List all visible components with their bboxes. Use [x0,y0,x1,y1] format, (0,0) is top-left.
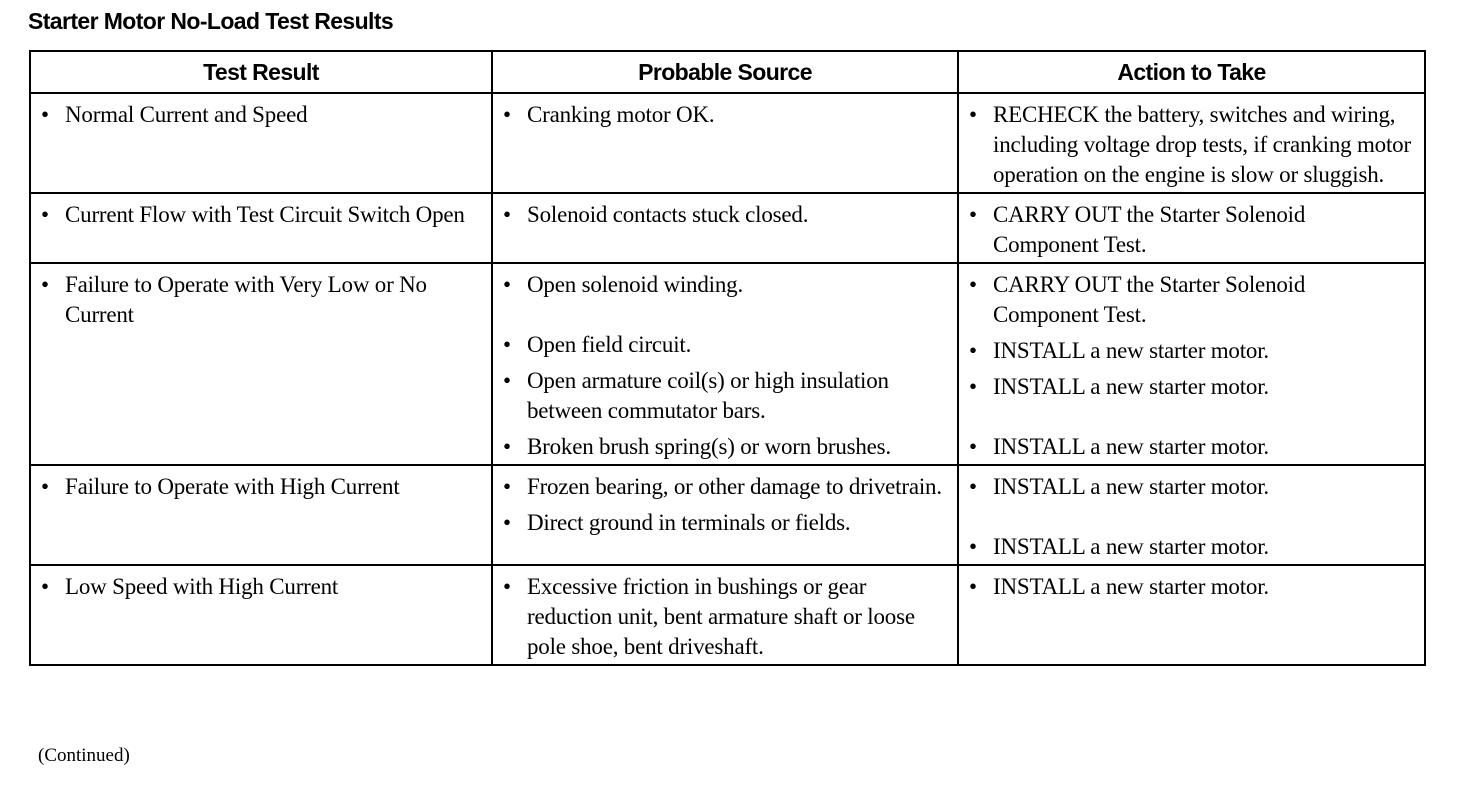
bullet-icon: • [969,374,977,399]
test-result-text: Failure to Operate with High Current [65,474,400,499]
test-results-table [29,50,1426,666]
table-row [30,263,1425,465]
bullet-icon: • [41,102,49,127]
bullet-icon: • [503,574,511,599]
bullet-icon: • [969,338,977,363]
bullet-icon: • [969,534,977,559]
action-text: CARRY OUT the Starter Solenoid Component Test. [993,202,1306,257]
table-header-row [30,51,1425,93]
bullet-icon: • [969,434,977,459]
bullet-icon: • [41,574,49,599]
table-row [30,93,1425,193]
table-row [30,465,1425,565]
test-result-text: Low Speed with High Current [65,574,339,599]
bullet-icon: • [503,272,511,297]
probable-source-text: Open solenoid winding. [527,272,743,297]
action-text: RECHECK the battery, switches and wiring, including voltage drop tests, if cranking motor operation on the engine is slow or sluggish. [993,102,1411,187]
test-result-cell [30,465,492,565]
test-result-cell [30,565,492,665]
probable-source-cell [492,193,958,263]
bullet-icon: • [503,510,511,535]
bullet-icon: • [969,202,977,227]
table-row [30,193,1425,263]
bullet-icon: • [41,272,49,297]
table-row [30,565,1425,665]
bullet-icon: • [41,474,49,499]
header-action-to-take: Action to Take [958,51,1425,93]
test-result-text: Normal Current and Speed [65,102,308,127]
bullet-icon: • [503,368,511,393]
probable-source-cell [492,565,958,665]
test-result-cell [30,193,492,263]
action-text: INSTALL a new starter motor. [993,434,1269,459]
header-test-result: Test Result [30,51,492,93]
bullet-icon: • [969,474,977,499]
bullet-icon: • [969,102,977,127]
probable-source-text: Excessive friction in bushings or gear reduction unit, bent armature shaft or loose pole shoe, bent driveshaft. [527,574,915,659]
bullet-icon: • [503,102,511,127]
probable-source-text: Broken brush spring(s) or worn brushes. [527,434,891,459]
test-result-cell [30,93,492,193]
action-cell [958,193,1425,263]
header-probable-source: Probable Source [492,51,958,93]
action-text: INSTALL a new starter motor. [993,574,1269,599]
probable-source-text: Direct ground in terminals or fields. [527,510,851,535]
probable-source-text: Solenoid contacts stuck closed. [527,202,809,227]
action-text: INSTALL a new starter motor. [993,374,1269,399]
bullet-icon: • [969,272,977,297]
bullet-icon: • [503,332,511,357]
bullet-icon: • [503,474,511,499]
probable-source-text: Open armature coil(s) or high insulation between commutator bars. [527,368,889,423]
probable-source-text: Frozen bearing, or other damage to drivetrain. [527,474,942,499]
action-cell [958,465,1425,565]
action-cell [958,565,1425,665]
bullet-icon: • [503,434,511,459]
document-title: Starter Motor No-Load Test Results [28,8,394,34]
test-result-text: Current Flow with Test Circuit Switch Open [65,202,465,227]
probable-source-cell [492,263,958,465]
action-text: INSTALL a new starter motor. [993,474,1269,499]
bullet-icon: • [969,574,977,599]
action-cell [958,263,1425,465]
action-text: INSTALL a new starter motor. [993,534,1269,559]
test-result-cell [30,263,492,465]
probable-source-cell [492,93,958,193]
bullet-icon: • [503,202,511,227]
action-cell [958,93,1425,193]
continued-note: (Continued) [38,745,130,766]
bullet-icon: • [41,202,49,227]
action-text: CARRY OUT the Starter Solenoid Component Test. [993,272,1306,327]
probable-source-text: Cranking motor OK. [527,102,715,127]
probable-source-text: Open field circuit. [527,332,692,357]
test-result-text: Failure to Operate with Very Low or No Current [65,272,427,327]
action-text: INSTALL a new starter motor. [993,338,1269,363]
probable-source-cell [492,465,958,565]
